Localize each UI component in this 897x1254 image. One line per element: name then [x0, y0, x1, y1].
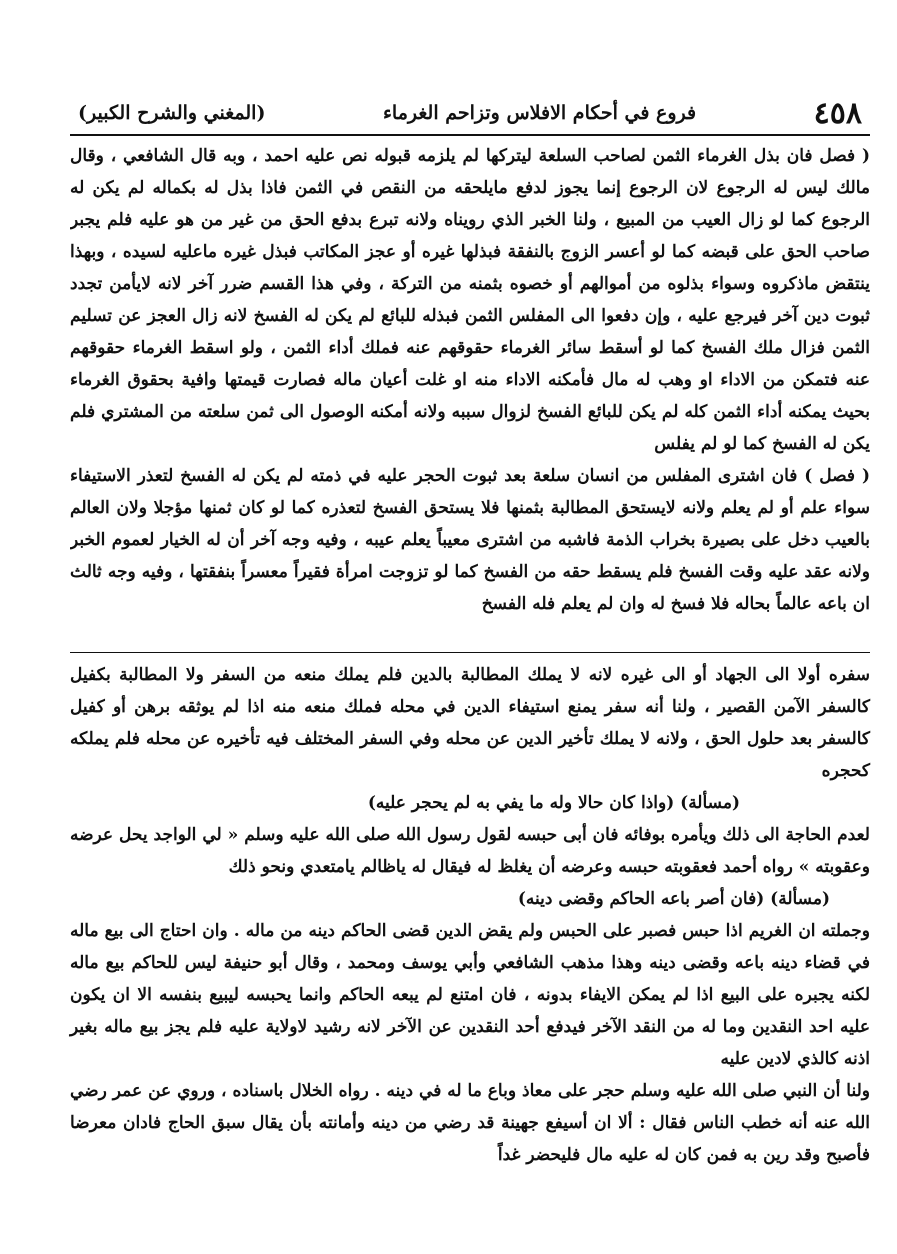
- paragraph-judge-sale: وجملته ان الغريم اذا حبس فصبر على الحبس ولم يقض الدين قضى الحاكم دينه من ماله . وان احتاج الى بيع ماله في قضاء دينه باعه وقضى دينه وهذا مذهب الشافعي وأبي يوسف ومحمد ، وقال أبو حنيفة ليس للحاكم بيع ماله لكنه يجبره على البيع اذا لم يمكن الايفاء بدونه ، فان امتنع لم يبعه الحاكم وانما يحبسه ليبيع بنفسه الا ان يكون عليه احد النقدين وما له من النقد الآخر فيدفع أحد النقدين عن الآخر لانه رشيد لاولاية عليه فلم يجز بيع ماله بغير اذنه كالذي لادين عليه: [70, 921, 870, 1069]
- page-body: [70, 140, 870, 1171]
- section-divider: [70, 652, 870, 653]
- upper-text-block: [70, 140, 870, 648]
- issue-heading-sale: (مسألة) (فان أصر باعه الحاكم وقضى دينه): [517, 889, 830, 909]
- paragraph-purchase-after-interdiction: ( فصل ) فان اشترى المفلس من انسان سلعة بعد ثبوت الحجر عليه في ذمته لم يكن له الفسخ لتعذر الاستيفاء سواء علم أو لم يعلم ولانه لايستحق المطالبة بثمنها فلا يستحق الفسخ لتعذره كما لو كان ثمنها مؤجلا ولان العالم بالعيب دخل على بصيرة بخراب الذمة فاشبه من اشترى معيباً يعلم عيبه ، وفيه وجه آخر أن له الخيار لعموم الخبر ولانه عقد عليه وقت الفسخ فلم يسقط حقه من الفسخ كما لو تزوجت امرأة فقيراً معسراً بنفقتها ، وفيه وجه ثالث ان باعه عالماً بحاله فلا فسخ له وان لم يعلم فله الفسخ: [70, 466, 870, 614]
- book-title: (المغني والشرح الكبير): [78, 102, 266, 124]
- paragraph-bidder-payment: ( فصل فان بذل الغرماء الثمن لصاحب السلعة ليتركها لم يلزمه قبوله نص عليه احمد ، وبه قال الشافعي ، وقال مالك ليس له الرجوع لان الرجوع إنما يجوز لدفع مايلحقه من النقص في الثمن فاذا بذل له بكماله لم يكن له الرجوع كما لو زال العيب من المبيع ، ولنا الخبر الذي رويناه ولانه تبرع بدفع الحق من غير من هو عليه فلم يجبر صاحب الحق على قبضه كما لو أعسر الزوج بالنفقة فبذلها غيره أو عجز المكاتب فبذل غيره ماعليه لسيده ، وبهذا ينتقض ماذكروه وسواء بذلوه من أموالهم أو خصوه بثمنه من التركة ، وفي هذا القسم ضرر آخر لانه لايأمن تجدد ثبوت دين آخر فيرجع عليه ، وإن دفعوا الى المفلس الثمن فبذله للبائع لم يكن له الفسخ لانه زال العجز عن تسليم الثمن فزال ملك الفسخ كما لو أسقط سائر الغرماء حقوقهم عنه فملك أداء الثمن ، ولو اسقط الغرماء حقوقهم عنه فتمكن من الاداء او وهب له مال فأمكنه الاداء منه او غلت أعيان ماله فصارت قيمتها وافية بحقوق الغرماء بحيث يمكنه أداء الثمن كله لم يكن للبائع الفسخ لزوال سببه ولانه أمكنه الوصول الى ثمن سلعته من المشتري فلم يكن له الفسخ كما لو لم يفلس: [70, 146, 870, 454]
- lower-text-block: [70, 659, 870, 1171]
- page-number: ٤٥٨: [813, 95, 862, 131]
- paragraph-imprisonment: لعدم الحاجة الى ذلك ويأمره بوفائه فان أبى حبسه لقول رسول الله صلى الله عليه وسلم « لي الواجد يحل عرضه وعقوبته » رواه أحمد فعقوبته حبسه وعرضه أن يغلظ له فيقال له ياظالم يامتعدي ونحو ذلك: [70, 825, 870, 877]
- issue-heading-solvent: (مسألة) (واذا كان حالا وله ما يفي به لم يحجر عليه): [367, 793, 740, 813]
- running-header: [70, 92, 870, 136]
- chapter-title: فروع في أحكام الافلاس وتزاحم الغرماء: [383, 102, 697, 124]
- paragraph-evidence: ولنا أن النبي صلى الله عليه وسلم حجر على معاذ وباع ما له في دينه . رواه الخلال باسناده ، وروي عن عمر رضي الله عنه أنه خطب الناس فقال : ألا ان أسيفع جهينة قد رضي من دينه وأمانته بأن يقال سبق الحاج فادان معرضا فأصبح وقد رين به فمن كان له عليه مال فليحضر غداً: [70, 1081, 870, 1165]
- paragraph-travel: سفره أولا الى الجهاد أو الى غيره لانه لا يملك المطالبة بالدين فلم يملك منعه من السفر ولا المطالبة بكفيل كالسفر الآمن القصير ، ولنا أنه سفر يمنع استيفاء الدين في محله فملك منعه منه اذا لم يوثقه برهن أو كفيل كالسفر بعد حلول الحق ، ولانه لا يملك تأخير الدين عن محله وفي السفر المختلف فيه تأخيره عن محله فلم يملكه كحجره: [70, 665, 870, 781]
